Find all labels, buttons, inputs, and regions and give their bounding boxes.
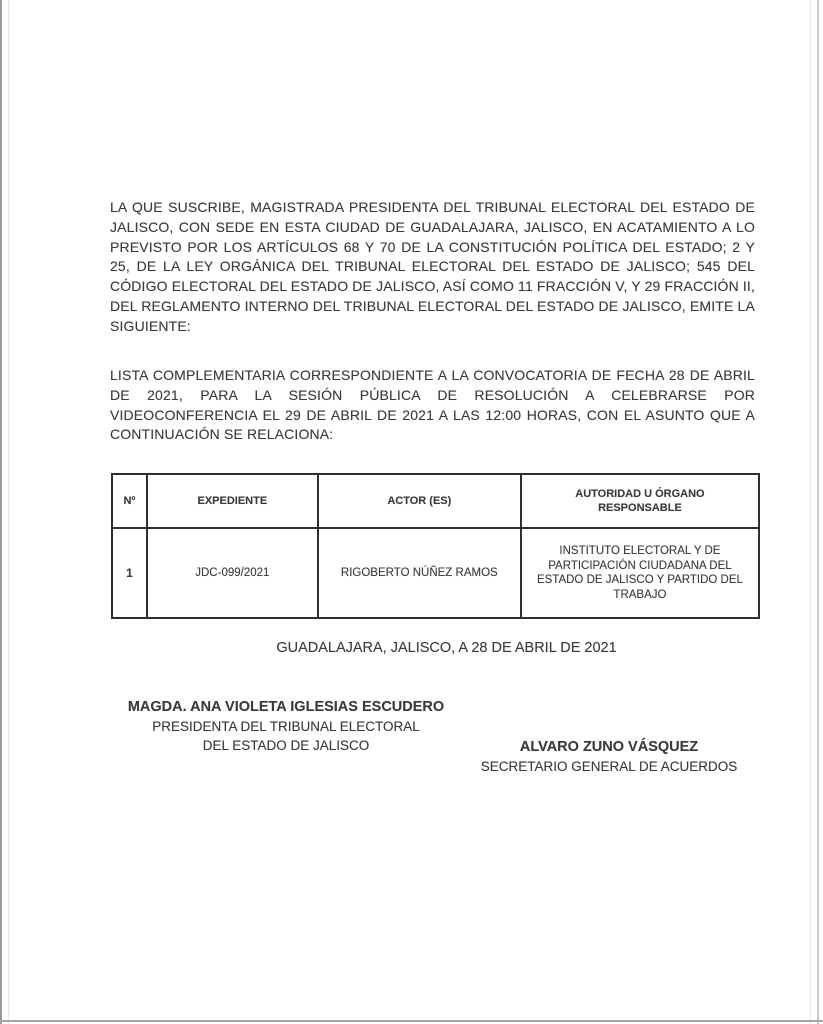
header-autoridad: AUTORIDAD U ÓRGANO RESPONSABLE — [521, 474, 759, 528]
paragraph-convocatoria: LISTA COMPLEMENTARIA CORRESPONDIENTE A LA CONVOCATORIA DE FECHA 28 DE ABRIL DE 2021, PARA LA SESIÓN PÚBLICA DE RESOLUCIÓN A CELEBRARSE POR VIDEOCONFERENCIA EL 29 DE ABRIL DE 2021 A LAS 12:00 HORAS, CON EL ASUNTO QUE A CONTINUACIÓN SE RELACIONA: — [110, 367, 755, 443]
page-edge-bottom — [0, 1020, 823, 1022]
president-title-line1: PRESIDENTA DEL TRIBUNAL ELECTORAL — [152, 719, 420, 734]
table-header-row — [112, 474, 759, 528]
president-name: MAGDA. ANA VIOLETA IGLESIAS ESCUDERO — [127, 699, 445, 715]
cell-num: 1 — [112, 528, 147, 618]
header-actor: ACTOR (ES) — [318, 474, 521, 528]
cases-table-header — [112, 474, 759, 528]
table-row — [112, 528, 759, 618]
page-edge-left-inner — [8, 0, 9, 1024]
paragraph-opening: LA QUE SUSCRIBE, MAGISTRADA PRESIDENTA DEL TRIBUNAL ELECTORAL DEL ESTADO DE JALISCO, CON SEDE EN ESTA CIUDAD DE GUADALAJARA, JALISCO, EN ACATAMIENTO A LO PREVISTO POR LOS ARTÍCULOS 68 Y 70 DE LA CONSTITUCIÓN POLÍTICA DEL ESTADO; 2 Y 25, DE LA LEY ORGÁNICA DEL TRIBUNAL ELECTORAL DEL ESTADO DE JALISCO; 545 DEL CÓDIGO ELECTORAL DEL ESTADO DE JALISCO, ASÍ COMO 11 FRACCIÓN V, Y 29 FRACCIÓN II, DEL REGLAMENTO INTERNO DEL TRIBUNAL ELECTORAL DEL ESTADO DE JALISCO, EMITE LA SIGUIENTE: — [110, 199, 755, 334]
cell-autoridad: INSTITUTO ELECTORAL Y DE PARTICIPACIÓN CIUDADANA DEL ESTADO DE JALISCO Y PARTIDO DEL TRABAJO — [521, 528, 759, 618]
header-num: Nº — [112, 474, 147, 528]
page-edge-right-outer — [817, 0, 819, 1024]
page-edge-left-outer — [0, 0, 2, 1024]
cases-table — [111, 473, 760, 619]
cell-actor: RIGOBERTO NÚÑEZ RAMOS — [318, 528, 521, 618]
secretary-name: ALVARO ZUNO VÁSQUEZ — [519, 739, 699, 755]
signature-block-president — [100, 697, 472, 755]
page-edge-right-inner — [810, 0, 811, 1024]
president-title-line2: DEL ESTADO DE JALISCO — [202, 738, 370, 753]
cases-table-body — [112, 528, 759, 618]
header-expediente: EXPEDIENTE — [147, 474, 318, 528]
cell-expediente: JDC-099/2021 — [147, 528, 318, 618]
dateline: GUADALAJARA, JALISCO, A 28 DE ABRIL DE 2021 — [276, 640, 617, 656]
secretary-title: SECRETARIO GENERAL DE ACUERDOS — [480, 759, 738, 774]
signature-block-secretary — [443, 737, 775, 776]
